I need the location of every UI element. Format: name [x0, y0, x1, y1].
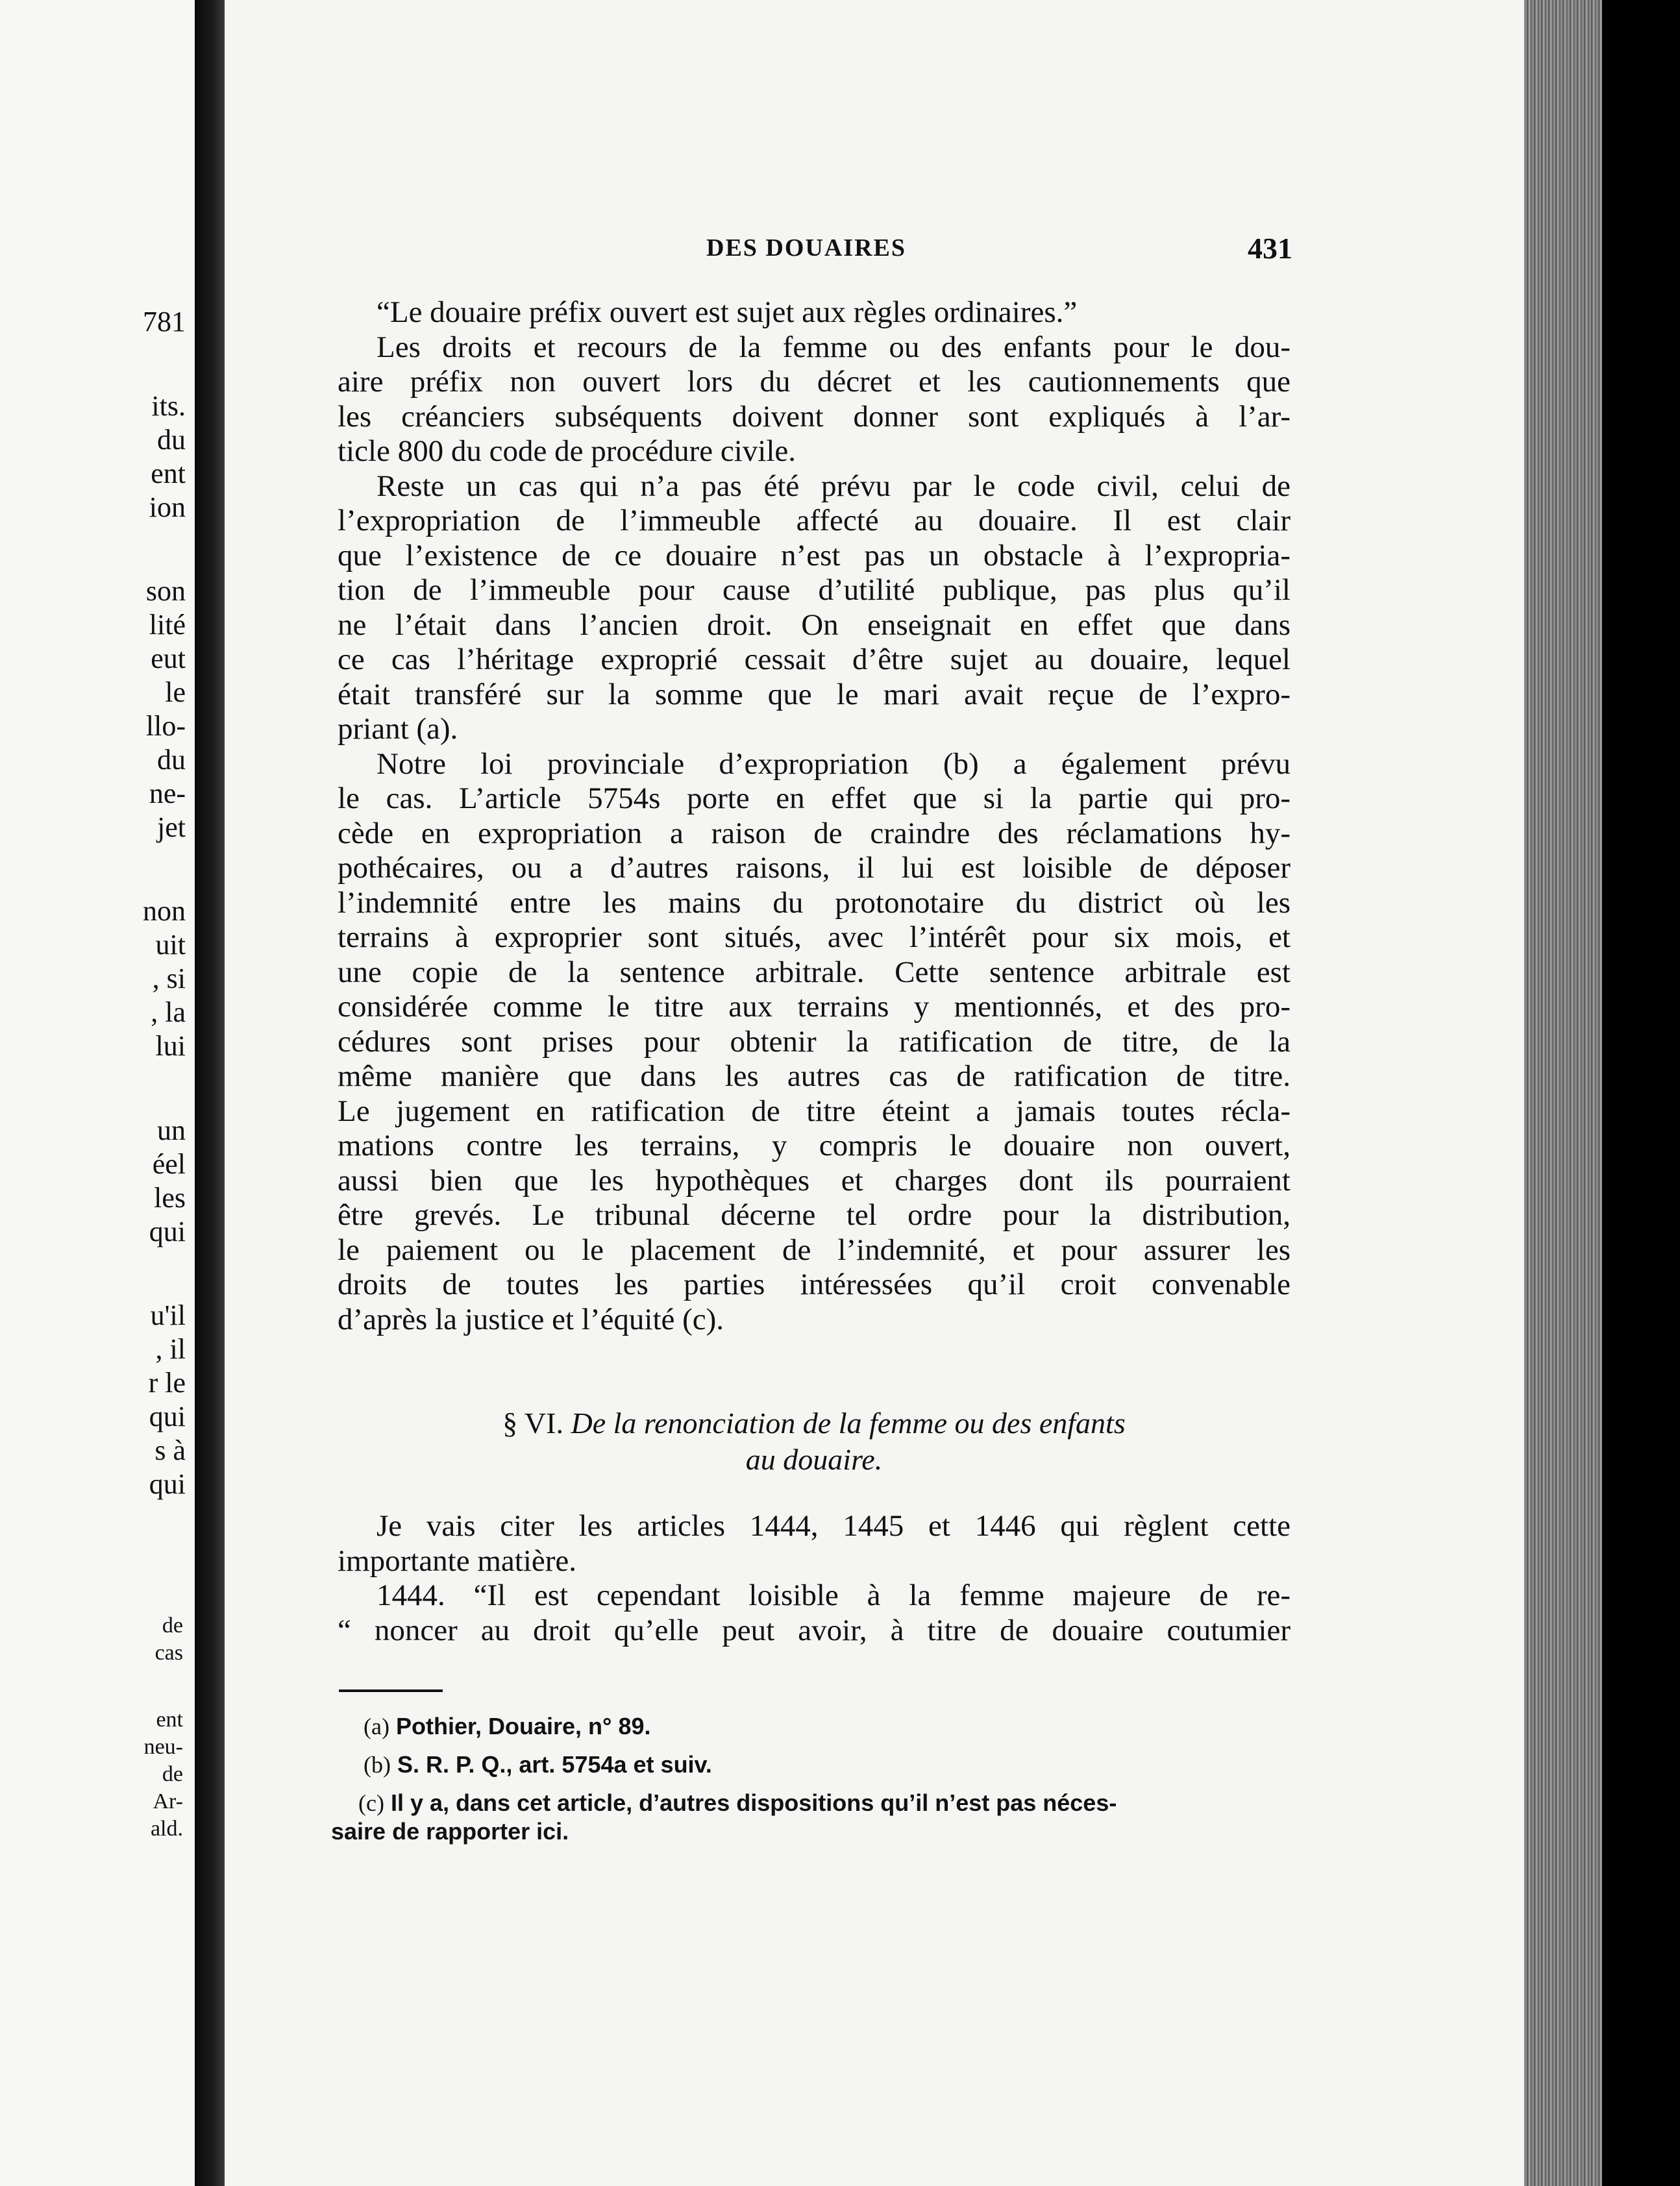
text-line: que l’existence de ce douaire n’est pas un obstacle à l’expropria- — [338, 538, 1291, 572]
text-line: aussi bien que les hypothèques et charges dont ils pourraient — [338, 1163, 1291, 1197]
left-page-fragment: non — [143, 895, 186, 927]
text-line: ne l’était dans l’ancien droit. On enseignait en effet que dans — [338, 608, 1291, 642]
left-page-fragment: ent — [151, 458, 186, 489]
left-page-fragment: u'il — [150, 1299, 186, 1331]
text-line: était transféré sur la somme que le mari avait reçue de l’expro- — [338, 677, 1291, 711]
text-line: d’après la justice et l’équité (c). — [338, 1302, 724, 1336]
left-page-fragment: r le — [148, 1367, 186, 1399]
footnote-c: (c) Il y a, dans cet article, d’autres dispositions qu’il n’est pas néces- saire de rapporter ici. — [331, 1789, 1117, 1845]
left-page-fragment: éel — [152, 1148, 186, 1180]
left-page-fragment: jet — [157, 811, 186, 843]
left-page-footnote-fragment: de — [162, 1614, 183, 1638]
left-page-fragment: du — [157, 424, 186, 456]
left-page-fragment: le — [165, 676, 186, 708]
text-line: Le jugement en ratification de titre éteint a jamais toutes récla- — [338, 1094, 1291, 1128]
text-line: droits de toutes les parties intéressées qu’il croit convenable — [338, 1268, 1291, 1301]
footnote-rule — [339, 1689, 443, 1692]
text-line: “Le douaire préfix ouvert est sujet aux règles ordinaires.” — [377, 295, 1078, 329]
text-line: priant (a). — [338, 712, 458, 746]
text-line: Les droits et recours de la femme ou des enfants pour le dou- — [377, 330, 1291, 364]
main-text — [338, 295, 1291, 1337]
text-line: cède en expropriation a raison de craindre des réclamations hy- — [338, 816, 1291, 850]
left-page-fragment: ion — [149, 491, 186, 523]
left-page-footnote-fragment: ent — [156, 1708, 183, 1732]
text-line: une copie de la sentence arbitrale. Cette sentence arbitrale est — [338, 955, 1291, 989]
scan-border — [1602, 0, 1680, 2186]
running-title: DES DOUAIRES — [706, 234, 907, 262]
text-line: Reste un cas qui n’a pas été prévu par le code civil, celui de — [377, 469, 1291, 503]
text-line: être grevés. Le tribunal décerne tel ordre pour la distribution, — [338, 1198, 1291, 1232]
text-line: cédures sont prises pour obtenir la ratification de titre, de la — [338, 1024, 1291, 1059]
text-line: les créanciers subséquents doivent donner sont expliqués à l’ar- — [338, 399, 1291, 434]
section-text — [338, 1509, 1291, 1648]
left-page-fragment: its. — [151, 390, 186, 422]
left-page-fragment: qui — [149, 1468, 186, 1500]
text-line: le paiement ou le placement de l’indemnité, et pour assurer les — [338, 1233, 1291, 1267]
text-line: Je vais citer les articles 1444, 1445 et 1446 qui règlent cette — [377, 1509, 1291, 1543]
left-page-fragment: lité — [149, 609, 186, 641]
left-page-fragment: qui — [149, 1401, 186, 1432]
text-line: même manière que dans les autres cas de ratification de titre. — [338, 1059, 1291, 1093]
left-page-footnote-fragment: de — [162, 1762, 183, 1786]
text-line: Notre loi provinciale d’expropriation (b) a également prévu — [377, 746, 1291, 781]
page-number: 431 — [1248, 232, 1292, 265]
left-page-fragment: uit — [155, 929, 186, 961]
left-page-fragment: 781 — [143, 306, 186, 338]
footnote-b: (b) S. R. P. Q., art. 5754a et suiv. — [364, 1751, 712, 1778]
left-page-footnote-fragment: ald. — [150, 1817, 183, 1841]
text-line: mations contre les terrains, y compris le douaire non ouvert, — [338, 1129, 1291, 1162]
text-line: aire préfix non ouvert lors du décret et les cautionnements que — [338, 365, 1291, 399]
footnote-a: (a) Pothier, Douaire, n° 89. — [364, 1713, 651, 1739]
left-page-fragment: lui — [155, 1030, 186, 1062]
text-line: importante matière. — [338, 1543, 577, 1578]
left-page-fragment: son — [145, 575, 186, 607]
text-line: le cas. L’article 5754s porte en effet que si la partie qui pro- — [338, 781, 1291, 815]
left-page-fragment: llo- — [145, 710, 186, 742]
section-number: § VI. — [502, 1406, 563, 1440]
left-page-fragment: les — [154, 1182, 186, 1214]
text-line: terrains à exproprier sont situés, avec l’intérêt pour six mois, et — [338, 920, 1291, 954]
left-page-fragment: ne- — [149, 778, 186, 809]
left-page-fragment: un — [157, 1114, 186, 1146]
text-line: l’expropriation de l’immeuble affecté au douaire. Il est clair — [338, 504, 1291, 537]
left-page-fragment: qui — [149, 1216, 186, 1247]
left-page-fragment: , il — [155, 1333, 186, 1365]
section-title-line1: De la renonciation de la femme ou des enfants — [571, 1406, 1126, 1440]
left-page-footnote-fragment: Ar- — [153, 1789, 183, 1813]
left-page-footnote-fragment: cas — [154, 1641, 183, 1665]
left-page-footnote-fragment: neu- — [143, 1735, 183, 1759]
text-line: pothécaires, ou a d’autres raisons, il lui est loisible de déposer — [338, 851, 1291, 885]
book-gutter — [195, 0, 225, 2186]
left-page-fragment: , la — [151, 996, 186, 1028]
left-page — [0, 0, 195, 2186]
left-page-fragment: du — [157, 744, 186, 776]
text-line: considérée comme le titre aux terrains y mentionnés, et des pro- — [338, 990, 1291, 1024]
section-title-line2: au douaire. — [745, 1443, 883, 1476]
text-line: ce cas l’héritage exproprié cessait d’être sujet au douaire, lequel — [338, 643, 1291, 676]
left-page-fragment: eut — [151, 643, 186, 674]
left-page-fragment: s à — [154, 1434, 186, 1466]
page-edges — [1524, 0, 1602, 2186]
text-line: tion de l’immeuble pour cause d’utilité publique, pas plus qu’il — [338, 573, 1291, 607]
text-line: l’indemnité entre les mains du protonotaire du district où les — [338, 885, 1291, 920]
text-line: ticle 800 du code de procédure civile. — [338, 434, 797, 468]
text-line: 1444. “Il est cependant loisible à la femme majeure de re- — [377, 1578, 1291, 1612]
section-heading — [338, 1405, 1291, 1478]
left-page-fragment: , si — [152, 963, 186, 994]
text-line: “ noncer au droit qu’elle peut avoir, à titre de douaire coutumier — [338, 1613, 1291, 1647]
